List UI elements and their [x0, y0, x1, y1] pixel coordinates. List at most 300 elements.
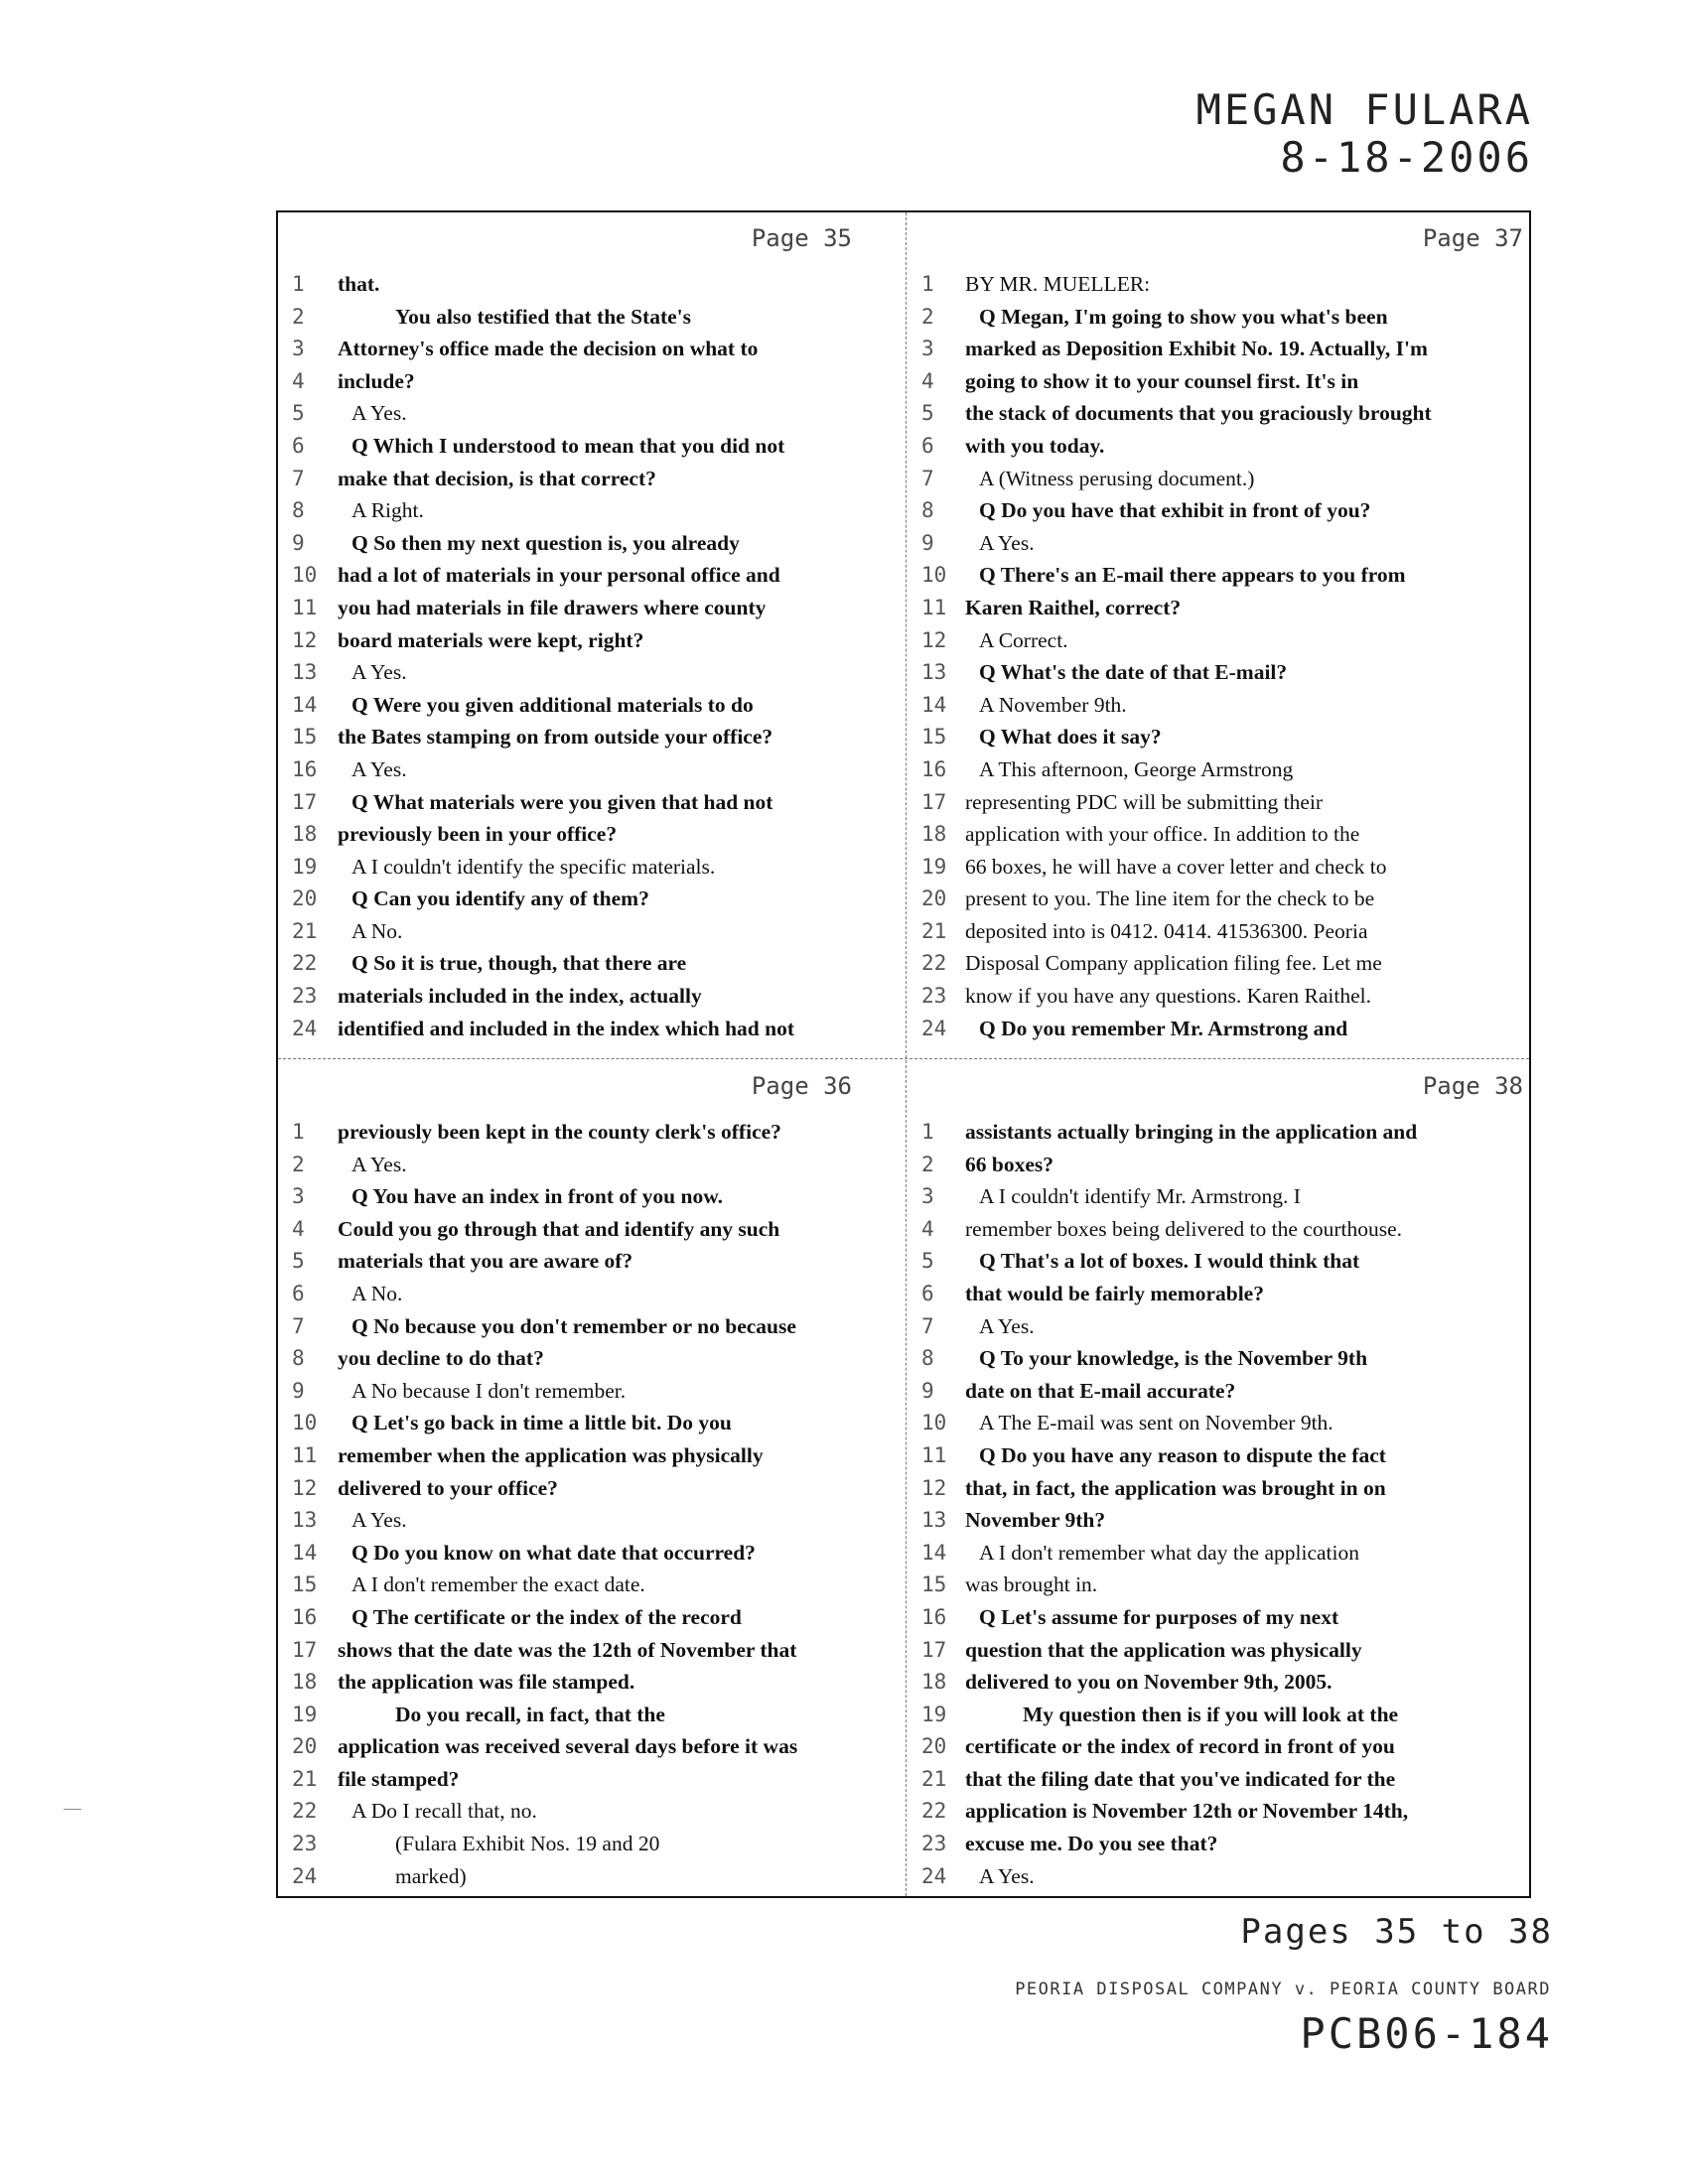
line-number: 14	[921, 1540, 947, 1565]
transcript-line	[908, 1310, 1533, 1343]
line-text: previously been in your office?	[338, 822, 618, 847]
witness-name: MEGAN FULARA	[1195, 85, 1533, 134]
transcript-line	[908, 1375, 1533, 1408]
line-text: Q Do you know on what date that occurred?	[351, 1540, 756, 1565]
transcript-line	[908, 1504, 1533, 1537]
line-text: A Yes.	[351, 401, 407, 426]
line-text: A I don't remember the exact date.	[351, 1572, 645, 1597]
line-text: application with your office. In addition to the	[965, 822, 1360, 847]
line-text: A November 9th.	[979, 692, 1127, 717]
line-text: marked)	[395, 1863, 467, 1888]
line-number: 2	[921, 1152, 934, 1176]
transcript-line	[278, 559, 904, 592]
page-number-label: Page 38	[1422, 1072, 1523, 1100]
line-text: shows that the date was the 12th of November that	[338, 1637, 797, 1662]
transcript-line	[908, 1601, 1533, 1634]
line-number: 17	[292, 789, 318, 814]
transcript-line	[278, 1213, 904, 1246]
transcript-line	[908, 1666, 1533, 1699]
line-number: 22	[921, 951, 947, 976]
line-number: 22	[921, 1799, 947, 1824]
line-number: 1	[921, 272, 934, 296]
page-number-label: Page 36	[751, 1072, 852, 1100]
transcript-line	[908, 559, 1533, 592]
transcript-line	[908, 980, 1533, 1013]
line-number: 19	[921, 854, 947, 879]
line-text: Q So it is true, though, that there are	[351, 951, 687, 976]
transcript-line	[278, 818, 904, 851]
line-text: delivered to you on November 9th, 2005.	[965, 1670, 1333, 1695]
horizontal-divider	[278, 1058, 1529, 1059]
line-text: Q You have an index in front of you now.	[351, 1184, 723, 1209]
transcript-line	[908, 1472, 1533, 1505]
page-number-label: Page 37	[1422, 224, 1523, 252]
line-text: remember when the application was physically	[338, 1442, 764, 1467]
line-number: 16	[921, 756, 947, 781]
line-number: 6	[292, 433, 305, 458]
line-number: 3	[292, 1184, 305, 1209]
line-text: the stack of documents that you graciously brought	[965, 401, 1432, 426]
line-text: Q Were you given additional materials to do	[351, 692, 754, 717]
line-number: 8	[921, 498, 934, 523]
transcript-frame	[276, 210, 1531, 1898]
transcript-line	[278, 1537, 904, 1570]
line-number: 13	[292, 660, 318, 685]
line-number: 17	[292, 1637, 318, 1662]
line-text: that.	[338, 272, 380, 296]
transcript-line	[908, 1699, 1533, 1731]
line-text: the Bates stamping on from outside your office?	[338, 725, 773, 750]
line-number: 19	[921, 1702, 947, 1726]
transcript-line	[908, 1407, 1533, 1439]
line-text: Q Can you identify any of them?	[351, 887, 649, 911]
line-text: A (Witness perusing document.)	[979, 466, 1255, 490]
line-number: 13	[292, 1508, 318, 1533]
line-text: board materials were kept, right?	[338, 627, 644, 652]
line-number: 11	[921, 595, 947, 619]
line-text: Q What does it say?	[979, 725, 1162, 750]
transcript-line	[278, 656, 904, 689]
transcript-page-38	[908, 1060, 1533, 1902]
transcript-line	[908, 1342, 1533, 1375]
line-text: file stamped?	[338, 1766, 460, 1791]
page-range: Pages 35 to 38	[1240, 1912, 1553, 1952]
transcript-line	[908, 1537, 1533, 1570]
line-text: Q There's an E-mail there appears to you from	[979, 563, 1406, 588]
line-number: 15	[292, 1572, 318, 1597]
transcript-line	[908, 624, 1533, 657]
line-number: 18	[292, 1670, 318, 1695]
line-number: 20	[292, 887, 318, 911]
line-number: 24	[921, 1863, 947, 1888]
line-number: 16	[292, 756, 318, 781]
line-number: 6	[292, 1281, 305, 1305]
transcript-line	[278, 1116, 904, 1149]
line-number: 4	[921, 1216, 934, 1241]
line-text: that the filing date that you've indicated for the	[965, 1766, 1396, 1791]
line-number: 2	[292, 1152, 305, 1176]
transcript-line	[278, 689, 904, 722]
line-number: 18	[292, 822, 318, 847]
line-number: 18	[921, 1670, 947, 1695]
line-number: 10	[921, 563, 947, 588]
line-number: 14	[921, 692, 947, 717]
line-number: 6	[921, 433, 934, 458]
transcript-line	[908, 1828, 1533, 1860]
transcript-line	[278, 430, 904, 463]
line-text: A Yes.	[351, 660, 407, 685]
line-number: 2	[921, 304, 934, 329]
line-text: that would be fairly memorable?	[965, 1281, 1264, 1305]
line-text: identified and included in the index which had not	[338, 1016, 794, 1040]
line-text: Q Do you have that exhibit in front of you?	[979, 498, 1371, 523]
transcript-line	[908, 1730, 1533, 1763]
transcript-line	[908, 1569, 1533, 1601]
transcript-line	[908, 1795, 1533, 1828]
line-text: materials that you are aware of?	[338, 1249, 633, 1274]
transcript-line	[908, 689, 1533, 722]
line-number: 1	[921, 1120, 934, 1144]
line-text: application is November 12th or November 14th,	[965, 1799, 1409, 1824]
line-number: 24	[292, 1016, 318, 1040]
transcript-line	[908, 397, 1533, 430]
line-number: 9	[292, 1378, 305, 1403]
transcript-line	[278, 397, 904, 430]
transcript-lines	[278, 268, 904, 1044]
transcript-line	[908, 365, 1533, 398]
transcript-line	[278, 1828, 904, 1860]
line-number: 5	[921, 1249, 934, 1274]
line-number: 14	[292, 692, 318, 717]
line-number: 1	[292, 1120, 305, 1144]
transcript-line	[278, 1278, 904, 1310]
transcript-line	[908, 1013, 1533, 1045]
line-text: Q What materials were you given that had not	[351, 789, 773, 814]
line-number: 24	[292, 1863, 318, 1888]
line-text: A Yes.	[979, 530, 1035, 555]
transcript-line	[908, 851, 1533, 884]
transcript-line	[908, 333, 1533, 365]
line-text: A Yes.	[351, 1152, 407, 1176]
line-text: the application was file stamped.	[338, 1670, 635, 1695]
line-number: 12	[921, 627, 947, 652]
line-text: Q Do you remember Mr. Armstrong and	[979, 1016, 1348, 1040]
line-number: 5	[292, 401, 305, 426]
transcript-line	[908, 915, 1533, 948]
transcript-line	[908, 818, 1533, 851]
transcript-line	[278, 915, 904, 948]
docket-number: PCB06-184	[1300, 2009, 1553, 2058]
line-text: A I couldn't identify the specific materials.	[351, 854, 716, 879]
line-text: question that the application was physically	[965, 1637, 1362, 1662]
line-number: 11	[292, 1442, 318, 1467]
line-text: A I don't remember what day the application	[979, 1540, 1359, 1565]
line-number: 22	[292, 951, 318, 976]
line-number: 21	[921, 918, 947, 943]
line-number: 16	[921, 1604, 947, 1629]
line-text: that, in fact, the application was brought in on	[965, 1475, 1386, 1500]
transcript-lines	[278, 1116, 904, 1892]
transcript-line	[908, 1245, 1533, 1278]
line-number: 4	[292, 1216, 305, 1241]
line-number: 10	[921, 1411, 947, 1435]
transcript-line	[278, 1860, 904, 1893]
transcript-line	[278, 301, 904, 334]
transcript-lines	[908, 268, 1533, 1044]
transcript-line	[278, 1730, 904, 1763]
transcript-line	[278, 494, 904, 527]
transcript-line	[278, 786, 904, 819]
line-number: 5	[921, 401, 934, 426]
line-text: Attorney's office made the decision on what to	[338, 337, 759, 361]
transcript-line	[278, 1601, 904, 1634]
transcript-line	[278, 527, 904, 560]
line-number: 12	[292, 1475, 318, 1500]
transcript-page-35	[278, 212, 904, 1054]
line-number: 2	[292, 304, 305, 329]
line-text: Q That's a lot of boxes. I would think that	[979, 1249, 1360, 1274]
line-number: 4	[292, 368, 305, 393]
line-number: 12	[292, 627, 318, 652]
line-number: 23	[292, 984, 318, 1009]
transcript-lines	[908, 1116, 1533, 1892]
line-number: 18	[921, 822, 947, 847]
line-text: going to show it to your counsel first. It's in	[965, 368, 1359, 393]
transcript-line	[278, 1634, 904, 1667]
line-text: A Do I recall that, no.	[351, 1799, 537, 1824]
line-text: make that decision, is that correct?	[338, 466, 656, 490]
line-number: 7	[921, 1313, 934, 1338]
line-text: Q To your knowledge, is the November 9th	[979, 1346, 1368, 1371]
transcript-line	[278, 947, 904, 980]
line-text: know if you have any questions. Karen Raithel.	[965, 984, 1372, 1009]
line-number: 6	[921, 1281, 934, 1305]
transcript-page-37	[908, 212, 1533, 1054]
line-text: present to you. The line item for the check to be	[965, 887, 1375, 911]
transcript-line	[278, 365, 904, 398]
line-text: BY MR. MUELLER:	[965, 272, 1151, 296]
transcript-line	[278, 1504, 904, 1537]
line-text: representing PDC will be submitting their	[965, 789, 1324, 814]
line-number: 13	[921, 660, 947, 685]
transcript-line	[278, 1013, 904, 1045]
line-number: 17	[921, 789, 947, 814]
line-number: 12	[921, 1475, 947, 1500]
transcript-line	[908, 527, 1533, 560]
transcript-line	[908, 786, 1533, 819]
line-text: (Fulara Exhibit Nos. 19 and 20	[395, 1832, 660, 1856]
transcript-line	[278, 1763, 904, 1796]
line-text: A No because I don't remember.	[351, 1378, 627, 1403]
line-number: 3	[921, 1184, 934, 1209]
transcript-line	[278, 1699, 904, 1731]
line-text: had a lot of materials in your personal office and	[338, 563, 780, 588]
line-number: 4	[921, 368, 934, 393]
transcript-line	[908, 1763, 1533, 1796]
line-text: with you today.	[965, 433, 1105, 458]
transcript-line	[908, 1439, 1533, 1472]
transcript-line	[278, 1180, 904, 1213]
case-caption: PEORIA DISPOSAL COMPANY v. PEORIA COUNTY BOARD	[1015, 1979, 1551, 1999]
line-text: remember boxes being delivered to the courthouse.	[965, 1216, 1403, 1241]
transcript-line	[278, 1375, 904, 1408]
transcript-line	[278, 1149, 904, 1181]
line-number: 19	[292, 1702, 318, 1726]
line-text: you had materials in file drawers where county	[338, 595, 767, 619]
line-text: materials included in the index, actually	[338, 984, 702, 1009]
line-number: 20	[292, 1734, 318, 1759]
line-number: 15	[921, 1572, 947, 1597]
transcript-line	[908, 1213, 1533, 1246]
line-text: Q Which I understood to mean that you did not	[351, 433, 785, 458]
line-text: Q So then my next question is, you already	[351, 530, 740, 555]
transcript-line	[278, 1569, 904, 1601]
line-number: 23	[921, 984, 947, 1009]
line-text: deposited into is 0412. 0414. 41536300. Peoria	[965, 918, 1368, 943]
transcript-line	[908, 721, 1533, 753]
transcript-line	[278, 980, 904, 1013]
line-text: Q Let's go back in time a little bit. Do you	[351, 1411, 732, 1435]
line-number: 15	[292, 725, 318, 750]
line-number: 10	[292, 1411, 318, 1435]
line-number: 9	[921, 1378, 934, 1403]
transcript-line	[908, 494, 1533, 527]
line-number: 23	[292, 1832, 318, 1856]
line-number: 8	[292, 1346, 305, 1371]
transcript-line	[908, 463, 1533, 495]
line-text: assistants actually bringing in the application and	[965, 1120, 1418, 1144]
line-text: Could you go through that and identify any such	[338, 1216, 780, 1241]
line-text: A I couldn't identify Mr. Armstrong. I	[979, 1184, 1301, 1209]
transcript-line	[278, 1407, 904, 1439]
line-text: A Correct.	[979, 627, 1068, 652]
transcript-line	[278, 1245, 904, 1278]
line-text: application was received several days before it was	[338, 1734, 798, 1759]
line-number: 11	[292, 595, 318, 619]
transcript-line	[278, 1310, 904, 1343]
line-text: A No.	[351, 918, 403, 943]
line-number: 7	[292, 1313, 305, 1338]
line-text: include?	[338, 368, 415, 393]
line-number: 10	[292, 563, 318, 588]
transcript-line	[908, 1180, 1533, 1213]
line-text: certificate or the index of record in front of you	[965, 1734, 1395, 1759]
line-number: 20	[921, 887, 947, 911]
line-text: Q Let's assume for purposes of my next	[979, 1604, 1339, 1629]
transcript-line	[278, 592, 904, 624]
line-text: A Yes.	[979, 1863, 1035, 1888]
line-text: A No.	[351, 1281, 403, 1305]
transcript-line	[908, 656, 1533, 689]
page-number-label: Page 35	[751, 224, 852, 252]
line-number: 8	[292, 498, 305, 523]
line-text: A Yes.	[979, 1313, 1035, 1338]
line-number: 24	[921, 1016, 947, 1040]
line-number: 9	[921, 530, 934, 555]
line-text: Q Do you have any reason to dispute the fact	[979, 1442, 1386, 1467]
margin-mark	[64, 1809, 81, 1810]
line-text: A Right.	[351, 498, 424, 523]
line-number: 20	[921, 1734, 947, 1759]
line-number: 16	[292, 1604, 318, 1629]
transcript-line	[278, 721, 904, 753]
line-text: was brought in.	[965, 1572, 1098, 1597]
transcript-line	[278, 1472, 904, 1505]
line-text: 66 boxes?	[965, 1152, 1053, 1176]
transcript-line	[908, 753, 1533, 786]
line-text: marked as Deposition Exhibit No. 19. Actually, I'm	[965, 337, 1428, 361]
line-number: 22	[292, 1799, 318, 1824]
line-text: You also testified that the State's	[395, 304, 691, 329]
line-number: 15	[921, 725, 947, 750]
line-text: previously been kept in the county clerk's office?	[338, 1120, 781, 1144]
line-number: 9	[292, 530, 305, 555]
transcript-line	[908, 1860, 1533, 1893]
line-number: 23	[921, 1832, 947, 1856]
transcript-line	[908, 268, 1533, 301]
vertical-divider	[906, 212, 907, 1896]
transcript-line	[278, 268, 904, 301]
transcript-line	[908, 883, 1533, 915]
transcript-line	[278, 333, 904, 365]
line-number: 8	[921, 1346, 934, 1371]
line-number: 13	[921, 1508, 947, 1533]
line-text: Do you recall, in fact, that the	[395, 1702, 665, 1726]
line-number: 17	[921, 1637, 947, 1662]
transcript-line	[908, 430, 1533, 463]
line-number: 1	[292, 272, 305, 296]
line-text: Q Megan, I'm going to show you what's been	[979, 304, 1388, 329]
line-text: 66 boxes, he will have a cover letter and check to	[965, 854, 1387, 879]
line-number: 21	[292, 1766, 318, 1791]
line-text: Karen Raithel, correct?	[965, 595, 1182, 619]
line-text: you decline to do that?	[338, 1346, 544, 1371]
line-text: Q What's the date of that E-mail?	[979, 660, 1288, 685]
line-number: 5	[292, 1249, 305, 1274]
line-number: 21	[921, 1766, 947, 1791]
line-number: 11	[921, 1442, 947, 1467]
line-number: 7	[292, 466, 305, 490]
transcript-line	[278, 753, 904, 786]
transcript-line	[278, 463, 904, 495]
line-number: 3	[921, 337, 934, 361]
line-text: Disposal Company application filing fee. Let me	[965, 951, 1382, 976]
deposition-date: 8-18-2006	[1280, 133, 1533, 182]
line-text: A Yes.	[351, 1508, 407, 1533]
line-text: November 9th?	[965, 1508, 1106, 1533]
line-number: 7	[921, 466, 934, 490]
transcript-line	[278, 883, 904, 915]
line-number: 19	[292, 854, 318, 879]
transcript-line	[908, 1278, 1533, 1310]
line-text: A Yes.	[351, 756, 407, 781]
line-text: Q The certificate or the index of the record	[351, 1604, 742, 1629]
transcript-line	[278, 1666, 904, 1699]
transcript-line	[278, 1439, 904, 1472]
transcript-line	[908, 947, 1533, 980]
transcript-line	[278, 624, 904, 657]
line-text: excuse me. Do you see that?	[965, 1832, 1218, 1856]
transcript-line	[908, 592, 1533, 624]
line-number: 14	[292, 1540, 318, 1565]
transcript-line	[278, 1342, 904, 1375]
transcript-line	[278, 1795, 904, 1828]
transcript-line	[908, 1116, 1533, 1149]
line-number: 3	[292, 337, 305, 361]
line-text: My question then is if you will look at the	[1023, 1702, 1399, 1726]
transcript-page-36	[278, 1060, 904, 1902]
line-number: 21	[292, 918, 318, 943]
